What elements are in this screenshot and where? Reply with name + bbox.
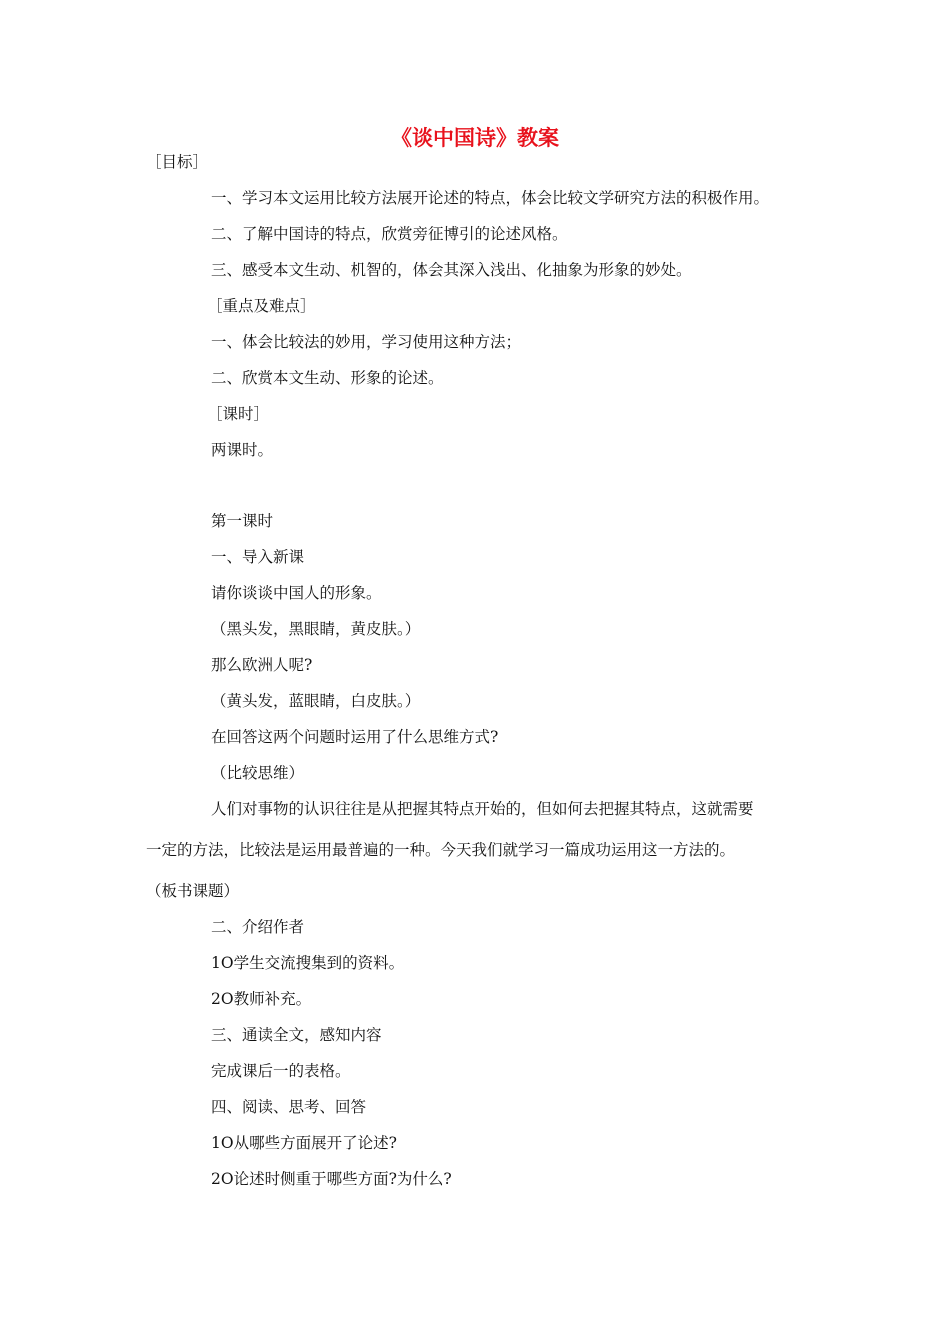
- list-item: 2O教师补充。: [211, 990, 312, 1008]
- periods-text: 两课时。: [211, 441, 274, 459]
- objective-2: 二、了解中国诗的特点，欣赏旁征博引的论述风格。: [211, 225, 568, 243]
- key-point-1: 一、体会比较法的妙用，学习使用这种方法；: [211, 333, 522, 351]
- paragraph-text: （比较思维）: [211, 764, 305, 782]
- key-point-2: 二、欣赏本文生动、形象的论述。: [211, 369, 444, 387]
- objective-1: 一、学习本文运用比较方法展开论述的特点，体会比较文学研究方法的积极作用。: [211, 189, 770, 207]
- paragraph-text: （黑头发，黑眼睛，黄皮肤。）: [211, 620, 421, 638]
- step-heading-think: 四、阅读、思考、回答: [211, 1098, 367, 1116]
- paragraph-text: （黄头发，蓝眼睛，白皮肤。）: [211, 692, 421, 710]
- step-heading-read: 三、通读全文，感知内容: [211, 1026, 382, 1044]
- step-heading-intro: 一、导入新课: [211, 548, 305, 566]
- paragraph-text: 人们对事物的认识往往是从把握其特点开始的，但如何去把握其特点，这就需要: [211, 800, 754, 818]
- list-item: 2O论述时侧重于哪些方面?为什么?: [211, 1170, 452, 1188]
- paragraph-text: 请你谈谈中国人的形象。: [211, 584, 382, 602]
- list-item: 1O从哪些方面展开了论述?: [211, 1134, 397, 1152]
- paragraph-text: 那么欧洲人呢?: [211, 656, 313, 674]
- paragraph-text: 完成课后一的表格。: [211, 1062, 351, 1080]
- step-heading-author: 二、介绍作者: [211, 918, 305, 936]
- section-heading-periods: ［课时］: [207, 405, 270, 423]
- lesson-heading-first: 第一课时: [211, 512, 274, 530]
- document-title: 《谈中国诗》教案: [391, 126, 559, 150]
- paragraph-text: （板书课题）: [146, 882, 240, 900]
- list-item: 1O学生交流搜集到的资料。: [211, 954, 405, 972]
- objective-3: 三、感受本文生动、机智的，体会其深入浅出、化抽象为形象的妙处。: [211, 261, 692, 279]
- section-heading-objectives: ［目标］: [146, 153, 209, 171]
- paragraph-text: 一定的方法，比较法是运用最普遍的一种。今天我们就学习一篇成功运用这一方法的。: [146, 841, 736, 859]
- section-heading-key-points: ［重点及难点］: [207, 297, 316, 315]
- paragraph-text: 在回答这两个问题时运用了什么思维方式?: [211, 728, 499, 746]
